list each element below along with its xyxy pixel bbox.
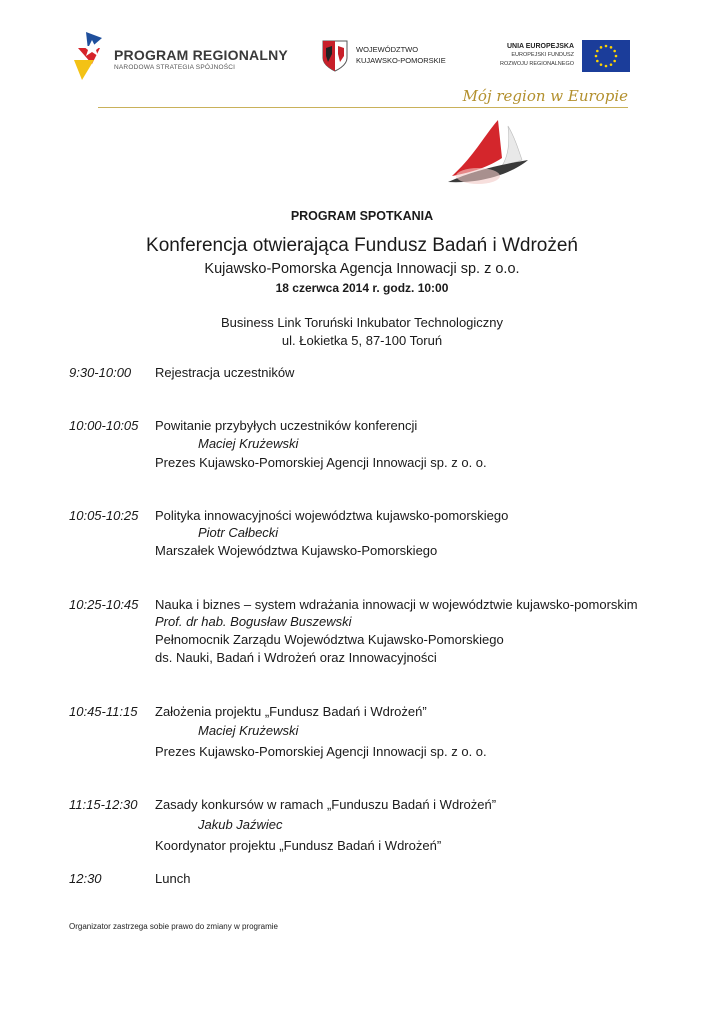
agenda-title: Założenia projektu „Fundusz Badań i Wdrożeń” — [155, 704, 427, 719]
agenda-title: Lunch — [155, 871, 191, 886]
eu-logo — [494, 40, 630, 76]
eu-star-icon — [615, 55, 618, 58]
agenda-time: 9:30-10:00 — [69, 365, 132, 380]
program-regionalny-subtitle: NARODOWA STRATEGIA SPÓJNOŚCI — [114, 64, 236, 71]
footnote: Organizator zastrzega sobie prawo do zmiany w programie — [69, 922, 278, 931]
eu-flag-icon — [582, 40, 630, 72]
program-regionalny-emblem-icon — [72, 30, 106, 82]
motto-text: Mój region w Europie — [462, 87, 628, 105]
agenda-speaker-role: ds. Nauki, Badań i Wdrożeń oraz Innowacyjności — [155, 650, 437, 665]
eu-star-icon — [605, 65, 608, 68]
agenda-time: 11:15-12:30 — [69, 797, 138, 812]
agenda-speaker-role: Prezes Kujawsko-Pomorskiej Agencji Innowacji sp. z o. o. — [155, 744, 487, 759]
eu-star-icon — [600, 46, 603, 49]
eu-label: UNIA EUROPEJSKA — [506, 43, 574, 50]
eu-star-icon — [600, 63, 603, 66]
program-regionalny-title: PROGRAM REGIONALNY — [114, 47, 288, 63]
eu-star-icon — [610, 63, 613, 66]
sail-logo-icon — [444, 118, 530, 190]
agenda-speaker-role: Koordynator projektu „Fundusz Badań i Wdrożeń” — [155, 838, 442, 853]
eu-star-icon — [595, 55, 598, 58]
agenda-title: Polityka innowacyjności województwa kujawsko-pomorskiego — [155, 508, 509, 523]
agenda-time: 12:30 — [69, 871, 102, 886]
conference-organizer: Kujawsko-Pomorska Agencja Innowacji sp. z o.o. — [204, 261, 520, 277]
conference-date: 18 czerwca 2014 r. godz. 10:00 — [275, 281, 449, 295]
agenda-time: 10:05-10:25 — [69, 508, 139, 523]
agenda-speaker-role: Marszałek Województwa Kujawsko-Pomorskiego — [155, 543, 438, 558]
eu-text-block — [500, 42, 574, 69]
agenda-title: Powitanie przybyłych uczestników konferencji — [155, 418, 418, 433]
agenda-speaker-role: Pełnomocnik Zarządu Województwa Kujawsko-Pomorskiego — [155, 632, 504, 647]
eu-star-icon — [610, 46, 613, 49]
venue-name: Business Link Toruński Inkubator Technologiczny — [220, 315, 504, 330]
eu-star-icon — [613, 50, 616, 53]
eu-star-icon — [596, 50, 599, 53]
kujawsko-pomorskie-label: KUJAWSKO-POMORSKIE — [356, 56, 446, 65]
agenda-speaker: Maciej Krużewski — [198, 723, 299, 738]
program-title: PROGRAM SPOTKANIA — [290, 209, 434, 223]
agenda-speaker-role: Prezes Kujawsko-Pomorskiej Agencji Innowacji sp. z o. o. — [155, 455, 487, 470]
agenda-speaker: Jakub Jaźwiec — [198, 817, 283, 832]
agenda-title: Rejestracja uczestników — [155, 365, 295, 380]
agenda-title: Zasady konkursów w ramach „Funduszu Badań i Wdrożeń” — [155, 797, 497, 812]
program-regionalny-logo — [72, 30, 288, 86]
eu-star-icon — [596, 60, 599, 63]
agenda-speaker: Piotr Całbecki — [198, 525, 279, 540]
conference-title: Konferencja otwierająca Fundusz Badań i Wdrożeń — [146, 235, 578, 256]
header-divider — [98, 107, 628, 108]
coat-of-arms-icon — [322, 40, 348, 72]
agenda-title: Nauka i biznes – system wdrażania innowacji w województwie kujawsko-pomorskim — [155, 597, 638, 612]
eu-fund-label: EUROPEJSKI FUNDUSZ — [511, 52, 574, 58]
agenda-time: 10:00-10:05 — [69, 418, 139, 433]
eu-regional-label: ROZWOJU REGIONALNEGO — [500, 61, 574, 67]
eu-star-icon — [605, 45, 608, 48]
wojewodztwo-label: WOJEWÓDZTWO — [356, 45, 419, 54]
venue-address: ul. Łokietka 5, 87-100 Toruń — [281, 333, 443, 348]
agenda-time: 10:25-10:45 — [69, 597, 139, 612]
agenda-speaker: Prof. dr hab. Bogusław Buszewski — [155, 614, 352, 629]
wojewodztwo-logo — [322, 40, 462, 76]
agenda-time: 10:45-11:15 — [69, 704, 138, 719]
agenda-speaker: Maciej Krużewski — [198, 436, 299, 451]
eu-star-icon — [613, 60, 616, 63]
